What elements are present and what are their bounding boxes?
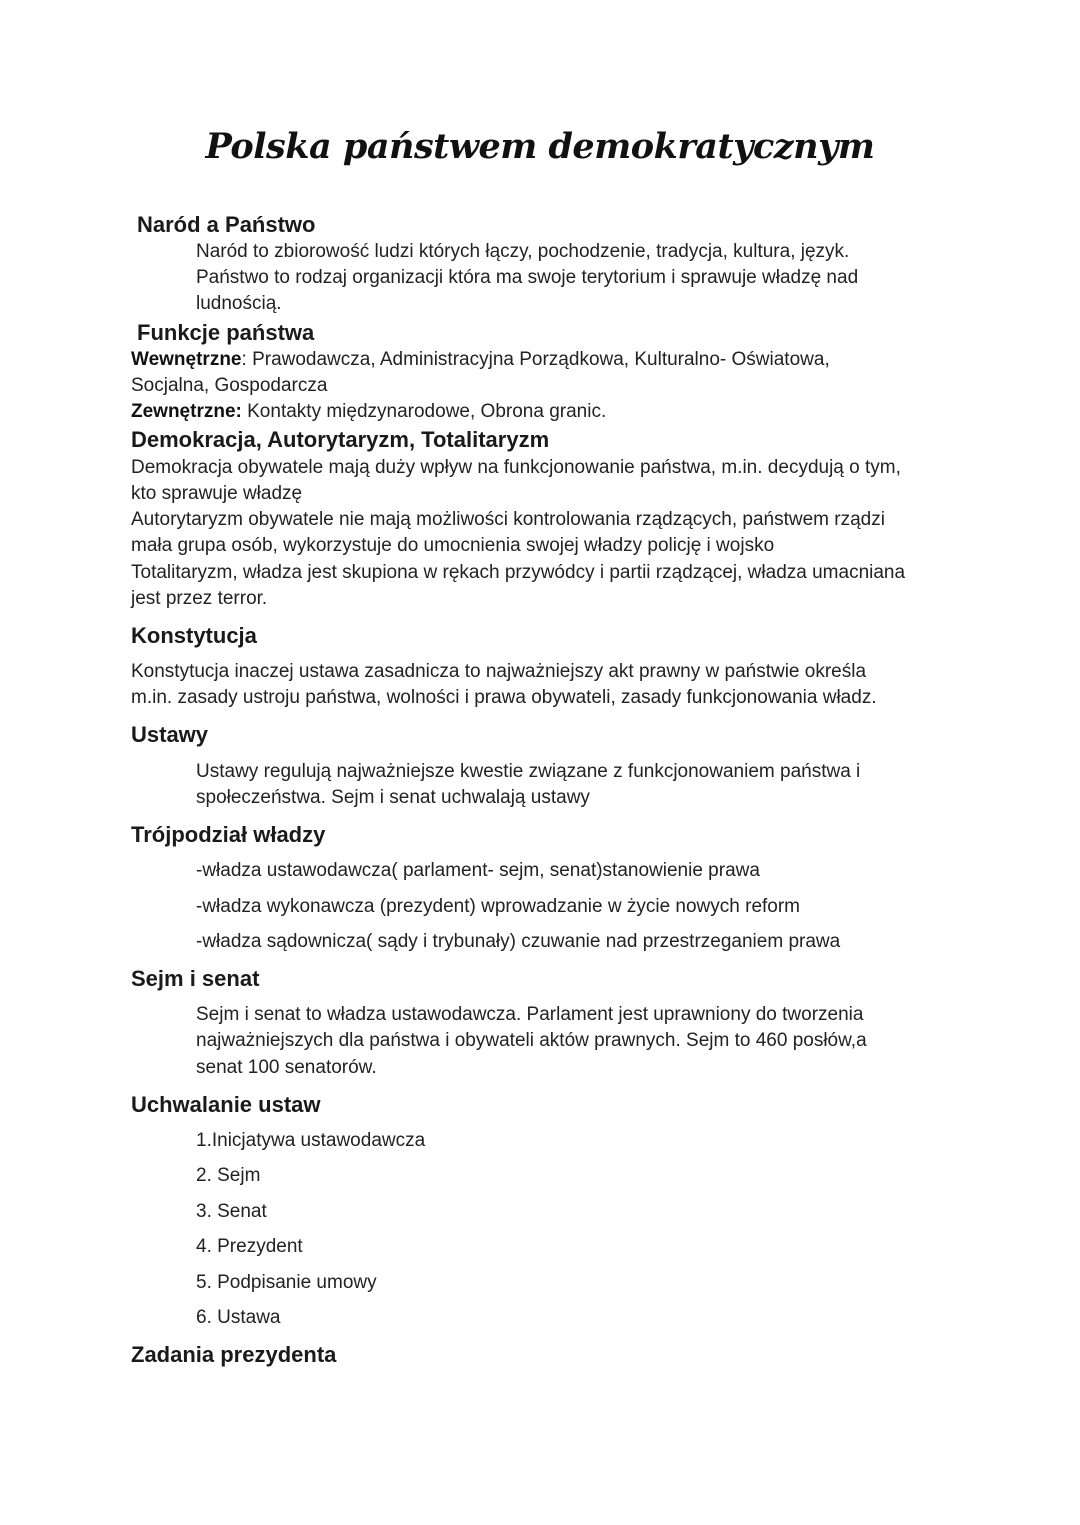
sejm-line: Sejm i senat to władza ustawodawcza. Parlament jest uprawniony do tworzenia — [196, 1004, 864, 1025]
heading-demokracja: Demokracja, Autorytaryzm, Totalitaryzm — [131, 427, 550, 452]
ustawy-line: Ustawy regulują najważniejsze kwestie związane z funkcjonowaniem państwa i — [196, 761, 861, 782]
konstytucja-line: m.in. zasady ustroju państwa, wolności i prawa obywateli, zasady funkcjonowania władz. — [131, 687, 877, 708]
heading-narod-a-panstwo: Naród a Państwo — [137, 212, 316, 237]
heading-trojpodzial-wladzy: Trójpodział władzy — [131, 822, 326, 847]
heading-ustawy: Ustawy — [131, 722, 209, 747]
zewnetrzne-label: Zewnętrzne: — [131, 401, 242, 422]
demokracja-line: jest przez terror. — [131, 588, 268, 609]
trojpodzial-item: -władza sądownicza( sądy i trybunały) czuwanie nad przestrzeganiem prawa — [196, 931, 841, 952]
trojpodzial-item: -władza wykonawcza (prezydent) wprowadzanie w życie nowych reform — [196, 896, 801, 917]
wewnetrzne-label: Wewnętrzne — [131, 349, 242, 370]
heading-sejm-i-senat: Sejm i senat — [131, 966, 260, 991]
funkcje-zewnetrzne — [131, 399, 606, 425]
wewnetrzne-text-2: Socjalna, Gospodarcza — [131, 375, 328, 396]
uchwalanie-step: 3. Senat — [196, 1201, 267, 1222]
sejm-line: senat 100 senatorów. — [196, 1057, 377, 1078]
sejm-line: najważniejszych dla państwa i obywateli aktów prawnych. Sejm to 460 posłów,a — [196, 1030, 867, 1051]
wewnetrzne-text: : Prawodawcza, Administracyjna Porządkowa, Kulturalno- Oświatowa, — [241, 349, 830, 370]
trojpodzial-item: -władza ustawodawcza( parlament- sejm, senat)stanowienie prawa — [196, 860, 760, 881]
konstytucja-line: Konstytucja inaczej ustawa zasadnicza to najważniejszy akt prawny w państwie określa — [131, 661, 867, 682]
uchwalanie-step: 2. Sejm — [196, 1165, 261, 1186]
uchwalanie-step: 5. Podpisanie umowy — [196, 1272, 377, 1293]
zewnetrzne-text: Kontakty międzynarodowe, Obrona granic. — [241, 401, 607, 422]
heading-konstytucja: Konstytucja — [131, 623, 257, 648]
ustawy-line: społeczeństwa. Sejm i senat uchwalają ustawy — [196, 787, 590, 808]
heading-funkcje-panstwa: Funkcje państwa — [137, 320, 315, 345]
heading-uchwalanie-ustaw: Uchwalanie ustaw — [131, 1092, 321, 1117]
narod-line: Naród to zbiorowość ludzi których łączy, pochodzenie, tradycja, kultura, język. — [196, 241, 850, 262]
uchwalanie-step: 4. Prezydent — [196, 1236, 303, 1257]
demokracja-line: Autorytaryzm obywatele nie mają możliwości kontrolowania rządzących, państwem rządzi — [131, 509, 885, 530]
demokracja-line: mała grupa osób, wykorzystuje do umocnienia swojej władzy policję i wojsko — [131, 535, 775, 556]
funkcje-wewnetrzne — [131, 347, 830, 373]
uchwalanie-step: 6. Ustawa — [196, 1307, 281, 1328]
uchwalanie-step: 1.Inicjatywa ustawodawcza — [196, 1130, 426, 1151]
narod-line: ludnością. — [196, 293, 282, 314]
demokracja-line: Totalitaryzm, władza jest skupiona w rękach przywódcy i partii rządzącej, władza umacniana — [131, 562, 906, 583]
page-title: Polska państwem demokratycznym — [205, 126, 875, 167]
demokracja-line: Demokracja obywatele mają duży wpływ na funkcjonowanie państwa, m.in. decydują o tym, — [131, 457, 901, 478]
heading-zadania-prezydenta: Zadania prezydenta — [131, 1342, 337, 1367]
demokracja-line: kto sprawuje władzę — [131, 483, 303, 504]
narod-line: Państwo to rodzaj organizacji która ma swoje terytorium i sprawuje władzę nad — [196, 267, 859, 288]
